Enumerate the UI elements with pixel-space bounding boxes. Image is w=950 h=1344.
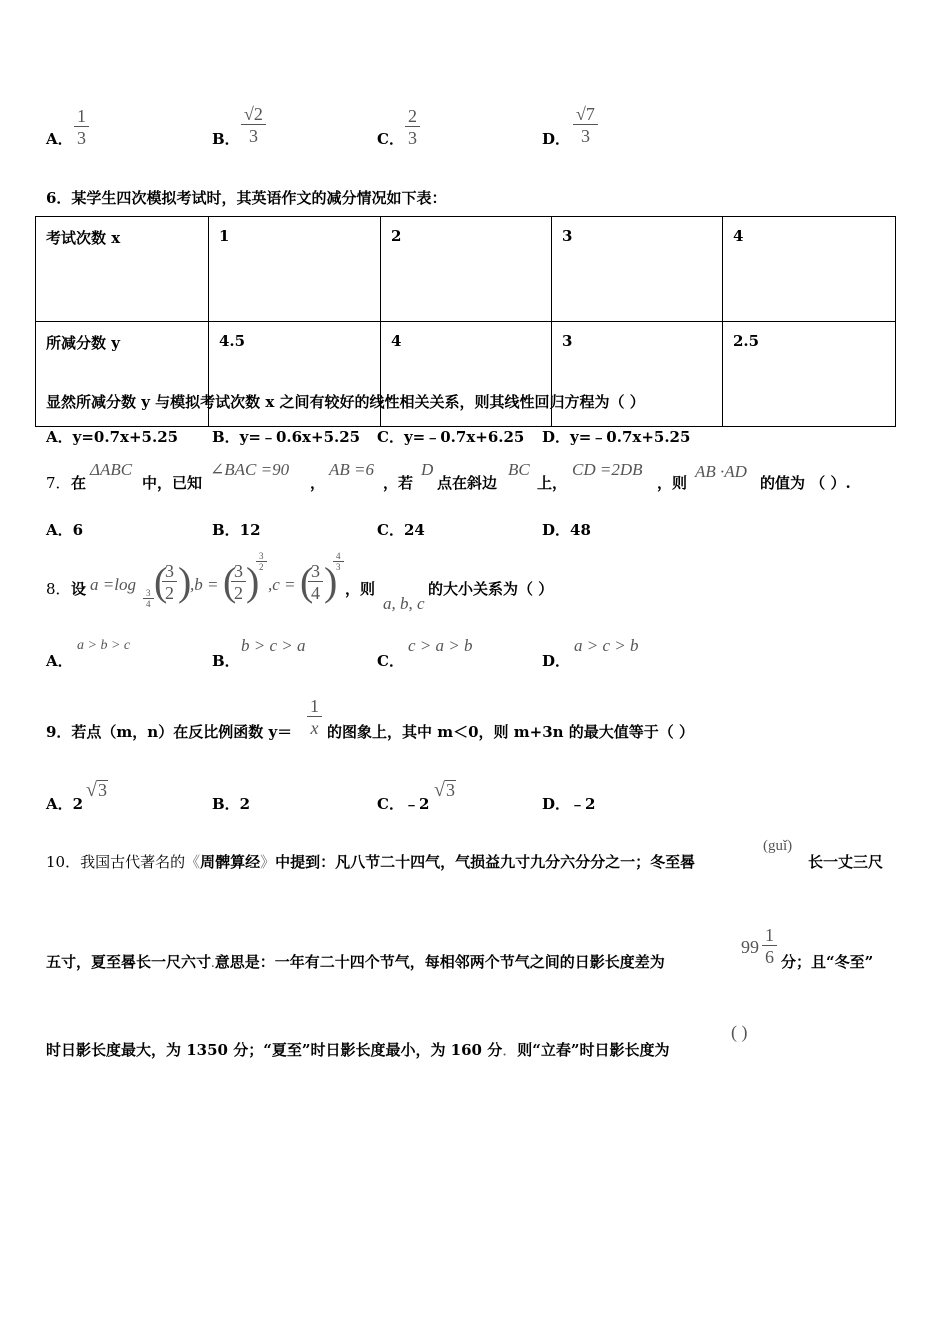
q10-book-title: 周髀算经 [200, 853, 261, 871]
q5-option-a-fraction [74, 106, 89, 149]
q5-d-denominator: 3 [580, 126, 590, 146]
q7-text-5: 点在斜边 [437, 474, 498, 492]
q9-fraction [307, 696, 322, 739]
q9-option-b: B．2 [212, 795, 251, 813]
q8-option-a-expr: a > b > c [77, 638, 131, 653]
q9-option-c-label: C．﹣2 [377, 795, 430, 813]
q6-option-a: A．y=0.7x+5.25 [46, 428, 179, 446]
q10-line2-b: 意思是：一年有二十四个节气，每相邻两个节气之间的日影长度差为 [214, 953, 665, 971]
q8-number: 8． [46, 580, 71, 598]
q6-option-b: B．y=﹣0.6x+5.25 [212, 428, 361, 446]
q8-frac-3 [308, 561, 323, 604]
q8-option-d-expr: a > c > b [574, 636, 639, 655]
q5-option-d-fraction [573, 104, 598, 147]
table-cell: 考试次数 x [36, 217, 209, 322]
q8-f2-den: 2 [234, 583, 243, 603]
q10-book-open: 《 [185, 855, 201, 871]
q7-text-1: 在 [71, 474, 87, 492]
q7-text-8: 的值为 （ ）. [760, 474, 851, 492]
q5-c-numerator: 2 [408, 106, 417, 126]
q7-option-c: C．24 [377, 521, 425, 539]
q10-line2-c: 分；且“冬至” [781, 953, 874, 971]
q6-option-d: D．y=﹣0.7x+5.25 [542, 428, 691, 446]
q5-a-denominator: 3 [77, 128, 86, 148]
q8-paren-open-1: ( [154, 559, 168, 604]
q5-option-c-label: C． [377, 130, 404, 148]
q8-text-3: 的大小关系为（ ） [428, 580, 554, 598]
q10-answer-blank: ( ) [731, 1022, 748, 1042]
q5-option-b-fraction [241, 104, 266, 147]
table-cell: 1 [209, 217, 381, 322]
q8-paren-open-2: ( [223, 559, 237, 604]
q8-log-base [143, 588, 154, 609]
table-cell: 2.5 [723, 322, 896, 427]
q6-followup: 显然所减分数 y 与模拟考试次数 x 之间有较好的线性相关关系，则其线性回归方程为（ ） [46, 393, 645, 411]
q10-book-close: 》 [260, 855, 276, 871]
q10-pinyin: (guǐ) [763, 838, 793, 854]
q7-math-dot: AB ·AD [695, 462, 747, 481]
q10-mixed-den: 6 [765, 947, 774, 967]
table-cell: 4.5 [209, 322, 381, 427]
q7-option-d: D．48 [542, 521, 591, 539]
q8-f3-num: 3 [311, 561, 320, 581]
q7-text-6: 上， [537, 474, 568, 492]
q8-option-b-expr: b > c > a [241, 636, 306, 655]
q8-frac-1 [162, 561, 177, 604]
q8-frac-2 [231, 561, 246, 604]
q7-text-7: ，则 [657, 474, 688, 492]
q10-mixed-whole: 99 [741, 937, 759, 957]
q10-line3-dot: ． [502, 1043, 518, 1059]
q7-text-2: 中，已知 [142, 474, 203, 492]
q10-line3-a: 时日影长度最大，为 1350 分；“夏至”时日影长度最小，为 160 分 [46, 1041, 503, 1059]
q8-option-c-label: C． [377, 652, 404, 670]
q9-option-c-sqrt: √ 3 [434, 779, 455, 801]
table-cell: 2 [381, 217, 552, 322]
q7-option-b: B．12 [212, 521, 261, 539]
q9-option-a-label: A．2 [46, 795, 84, 813]
q7-math-angle: ∠BAC =90 [210, 460, 290, 479]
q5-b-denominator: 3 [248, 126, 258, 146]
q8-base-den: 4 [146, 599, 151, 609]
q8-f1-den: 2 [165, 583, 174, 603]
q7-math-cd: CD =2DB [572, 460, 643, 479]
q7-option-a: A．6 [46, 521, 84, 539]
q8-exp2-den: 2 [259, 562, 264, 572]
q9-option-d: D．﹣2 [542, 795, 596, 813]
q7-number: 7． [46, 474, 71, 492]
q9-c-radicand: 3 [445, 780, 455, 800]
q8-f1-num: 3 [165, 561, 174, 581]
q8-f3-den: 4 [311, 583, 320, 603]
q8-base-num: 3 [146, 588, 151, 598]
q5-d-numerator: √7 [576, 104, 595, 124]
q7-text-3: ， [310, 474, 326, 492]
table-cell: 3 [552, 322, 723, 427]
q7-math-bc: BC [508, 460, 530, 479]
q10-mixed-num: 1 [765, 925, 774, 945]
q8-paren-close-2: ) [246, 559, 260, 604]
q9-a-radicand: 3 [97, 780, 107, 800]
q8-option-b-label: B． [212, 652, 240, 670]
q10-mixed-fraction [762, 925, 777, 968]
q7-text-4: ，若 [383, 474, 414, 492]
q9-frac-num: 1 [310, 696, 319, 716]
q5-option-a-label: A． [46, 130, 73, 148]
q6-stem: 6．某学生四次模拟考试时，其英语作文的减分情况如下表： [46, 189, 447, 207]
q5-b-numerator: √2 [244, 104, 263, 124]
q9-frac-den: x [310, 718, 319, 738]
table-cell: 3 [552, 217, 723, 322]
q8-exp-2 [256, 551, 267, 572]
q8-f2-num: 3 [234, 561, 243, 581]
q5-option-c-fraction [405, 106, 420, 149]
q10-line2-a: 五寸，夏至晷长一尺六寸 [46, 953, 212, 971]
q8-option-c-expr: c > a > b [408, 636, 473, 655]
q9-option-a-sqrt: √ 3 [86, 779, 107, 801]
q9-text-1: 9．若点（m，n）在反比例函数 y＝ [46, 723, 293, 741]
q8-text-2: ，则 [345, 580, 376, 598]
table-cell: 4 [723, 217, 896, 322]
q7-math-abc: ΔABC [90, 460, 133, 479]
q8-c-eq: ,c = [268, 575, 296, 594]
q10-line1-c: 长一丈三尺 [808, 853, 884, 871]
q8-text-1: 设 [71, 580, 87, 598]
q8-paren-close-3: ) [324, 559, 338, 604]
q8-exp3-num: 4 [336, 551, 341, 561]
q5-option-d-label: D． [542, 130, 571, 148]
q8-paren-close-1: ) [178, 559, 192, 604]
q8-b-eq: ,b = [190, 575, 219, 594]
q6-option-c: C．y=﹣0.7x+6.25 [377, 428, 525, 446]
q8-exp-3 [333, 551, 344, 572]
q8-a-eq: a =log [90, 575, 136, 594]
q9-text-2: 的图象上，其中 m＜0，则 m+3n 的最大值等于（ ） [327, 723, 694, 741]
q7-math-d: D [421, 460, 434, 479]
q10-line1-b: 中提到：凡八节二十四气，气损益九寸九分六分分之一；冬至晷 [275, 853, 696, 871]
q10-line2-dot: . [211, 955, 215, 971]
q8-abc: a, b, c [383, 594, 425, 613]
table-cell: 4 [381, 322, 552, 427]
q10-intro: 10．我国古代著名的 [46, 853, 186, 871]
q8-exp2-num: 3 [259, 551, 264, 561]
q10-line1-a [46, 851, 695, 872]
q8-option-d-label: D． [542, 652, 571, 670]
table-row [36, 217, 896, 322]
q10-line3 [46, 1039, 670, 1060]
table-cell: 所减分数 y [36, 322, 209, 427]
q10-line3-b: 则“立春”时日影长度为 [517, 1041, 670, 1059]
q8-option-a-label: A． [46, 652, 73, 670]
q7-math-ab: AB =6 [329, 460, 374, 479]
q8-exp3-den: 3 [336, 562, 341, 572]
q8-paren-open-3: ( [300, 559, 314, 604]
q5-a-numerator: 1 [77, 106, 86, 126]
q5-option-b-label: B． [212, 130, 240, 148]
q10-line2 [46, 951, 665, 972]
q5-c-denominator: 3 [408, 128, 417, 148]
